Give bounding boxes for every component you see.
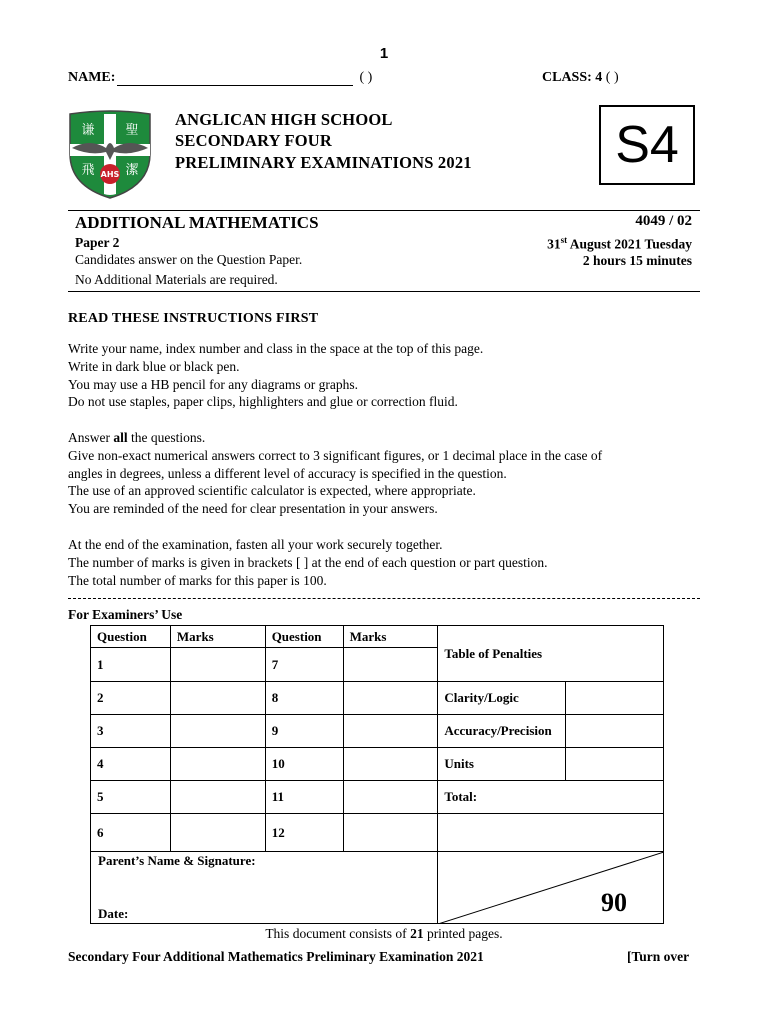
- marks-cell[interactable]: [170, 748, 265, 781]
- instruction-line: Do not use staples, paper clips, highlighters and glue or correction fluid.: [68, 394, 458, 410]
- instruction-line: Give non-exact numerical answers correct to 3 significant figures, or 1 decimal place in the case of: [68, 447, 603, 463]
- date-rest: August 2021 Tuesday: [567, 236, 692, 252]
- table-header-row: [91, 626, 664, 648]
- question-number: 3: [91, 715, 171, 748]
- school-crest-logo: [66, 108, 154, 200]
- marks-cell[interactable]: [343, 781, 438, 814]
- school-level: SECONDARY FOUR: [175, 131, 332, 150]
- turn-over: [Turn over: [627, 949, 690, 964]
- subject-title: ADDITIONAL MATHEMATICS: [75, 213, 319, 232]
- total-cell[interactable]: [438, 814, 664, 852]
- duration: 2 hours 15 minutes: [582, 253, 692, 268]
- question-number: 2: [91, 682, 171, 715]
- marks-cell[interactable]: [343, 748, 438, 781]
- instructions-block-2: [68, 429, 602, 518]
- instruction-line: You may use a HB pencil for any diagrams or graphs.: [68, 376, 358, 392]
- instruction-line: You are reminded of the need for clear presentation in your answers.: [68, 501, 438, 517]
- table-row: [91, 715, 664, 748]
- instructions-block-1: [68, 340, 483, 411]
- question-number: 11: [265, 781, 343, 814]
- level-box: S4: [599, 105, 695, 185]
- instruction-line: angles in degrees, unless a different level of accuracy is specified in the question.: [68, 465, 507, 481]
- total-marks-cell: [438, 852, 664, 924]
- class-field-row: [542, 70, 619, 86]
- penalty-label: Accuracy/Precision: [438, 715, 566, 748]
- table-row: [91, 748, 664, 781]
- paper-number: Paper 2: [75, 235, 120, 250]
- instruction-line: The total number of marks for this paper is 100.: [68, 572, 327, 588]
- col-header-marks: Marks: [170, 626, 265, 648]
- question-number: 9: [265, 715, 343, 748]
- parent-signature-cell[interactable]: [91, 852, 438, 924]
- examiners-use-heading: For Examiners’ Use: [68, 607, 183, 622]
- dashed-divider: [68, 598, 700, 599]
- crest-char-1: 谦: [81, 123, 95, 138]
- page-count-note: This document consists of 21 printed pages.: [265, 926, 503, 941]
- penalty-label: Clarity/Logic: [438, 682, 566, 715]
- crest-char-3: 飛: [81, 163, 95, 178]
- exam-title: PRELIMINARY EXAMINATIONS 2021: [175, 153, 472, 172]
- total-max-marks: 90: [601, 888, 627, 917]
- answer-all-emphasis: all: [113, 430, 128, 445]
- question-number: 5: [91, 781, 171, 814]
- footer-exam-title: Secondary Four Additional Mathematics Preliminary Examination 2021: [68, 949, 484, 964]
- marks-cell[interactable]: [343, 715, 438, 748]
- penalty-label: Units: [438, 748, 566, 781]
- exam-date: [547, 235, 692, 253]
- penalty-cell[interactable]: [566, 748, 664, 781]
- question-number: 10: [265, 748, 343, 781]
- marks-cell[interactable]: [170, 814, 265, 852]
- table-row: [91, 814, 664, 852]
- name-field-row: [68, 70, 372, 86]
- instruction-line: At the end of the examination, fasten all your work securely together.: [68, 537, 443, 552]
- class-label: CLASS: 4: [542, 70, 603, 85]
- col-header-question: Question: [91, 626, 171, 648]
- question-number: 8: [265, 682, 343, 715]
- table-row: [91, 682, 664, 715]
- marks-cell[interactable]: [343, 648, 438, 682]
- marks-cell[interactable]: [170, 682, 265, 715]
- marks-cell[interactable]: [170, 715, 265, 748]
- page-count: 21: [410, 926, 424, 941]
- crest-char-4: 潔: [125, 163, 139, 178]
- signature-row: [91, 852, 664, 924]
- table-row: [91, 781, 664, 814]
- question-number: 1: [91, 648, 171, 682]
- date-suffix: st: [560, 235, 568, 245]
- marks-cell[interactable]: [343, 682, 438, 715]
- penalty-cell[interactable]: [566, 682, 664, 715]
- col-header-marks: Marks: [343, 626, 438, 648]
- total-label: Total:: [438, 781, 664, 814]
- diagonal-line: [438, 852, 664, 924]
- name-blank-line: [117, 71, 353, 86]
- instructions-heading: READ THESE INSTRUCTIONS FIRST: [68, 311, 319, 326]
- marks-cell[interactable]: [343, 814, 438, 852]
- top-divider: [68, 210, 700, 211]
- date-label: Date:: [98, 906, 129, 921]
- instruction-line: The use of an approved scientific calculator is expected, where appropriate.: [68, 483, 476, 499]
- crest-char-2: 聖: [125, 123, 139, 138]
- index-number-paren: ( ): [359, 70, 373, 85]
- crest-initials: AHS: [100, 170, 120, 179]
- penalty-cell[interactable]: [566, 715, 664, 748]
- name-label: NAME:: [68, 70, 116, 85]
- marks-cell[interactable]: [170, 781, 265, 814]
- class-paren: ( ): [605, 70, 619, 85]
- penalties-title: Table of Penalties: [438, 626, 664, 682]
- question-number: 4: [91, 748, 171, 781]
- candidates-note: Candidates answer on the Question Paper.: [75, 252, 303, 267]
- question-number: 7: [265, 648, 343, 682]
- examiners-marks-table: [90, 625, 664, 924]
- instruction-line: Write in dark blue or black pen.: [68, 358, 240, 374]
- page-number: 1: [379, 45, 389, 62]
- header-bottom-divider: [68, 291, 700, 292]
- instructions-block-3: [68, 536, 547, 589]
- parent-signature-label: Parent’s Name & Signature:: [98, 853, 256, 868]
- marks-cell[interactable]: [170, 648, 265, 682]
- date-day: 31: [547, 236, 561, 252]
- school-name: ANGLICAN HIGH SCHOOL: [175, 110, 393, 129]
- instruction-line: Write your name, index number and class in the space at the top of this page.: [68, 341, 484, 356]
- answer-all-line: Answer all the questions.: [68, 430, 206, 445]
- paper-code: 4049 / 02: [635, 213, 692, 229]
- instruction-line: The number of marks is given in brackets [ ] at the end of each question or part question.: [68, 554, 548, 570]
- question-number: 12: [265, 814, 343, 852]
- materials-note: No Additional Materials are required.: [75, 272, 278, 287]
- question-number: 6: [91, 814, 171, 852]
- col-header-question: Question: [265, 626, 343, 648]
